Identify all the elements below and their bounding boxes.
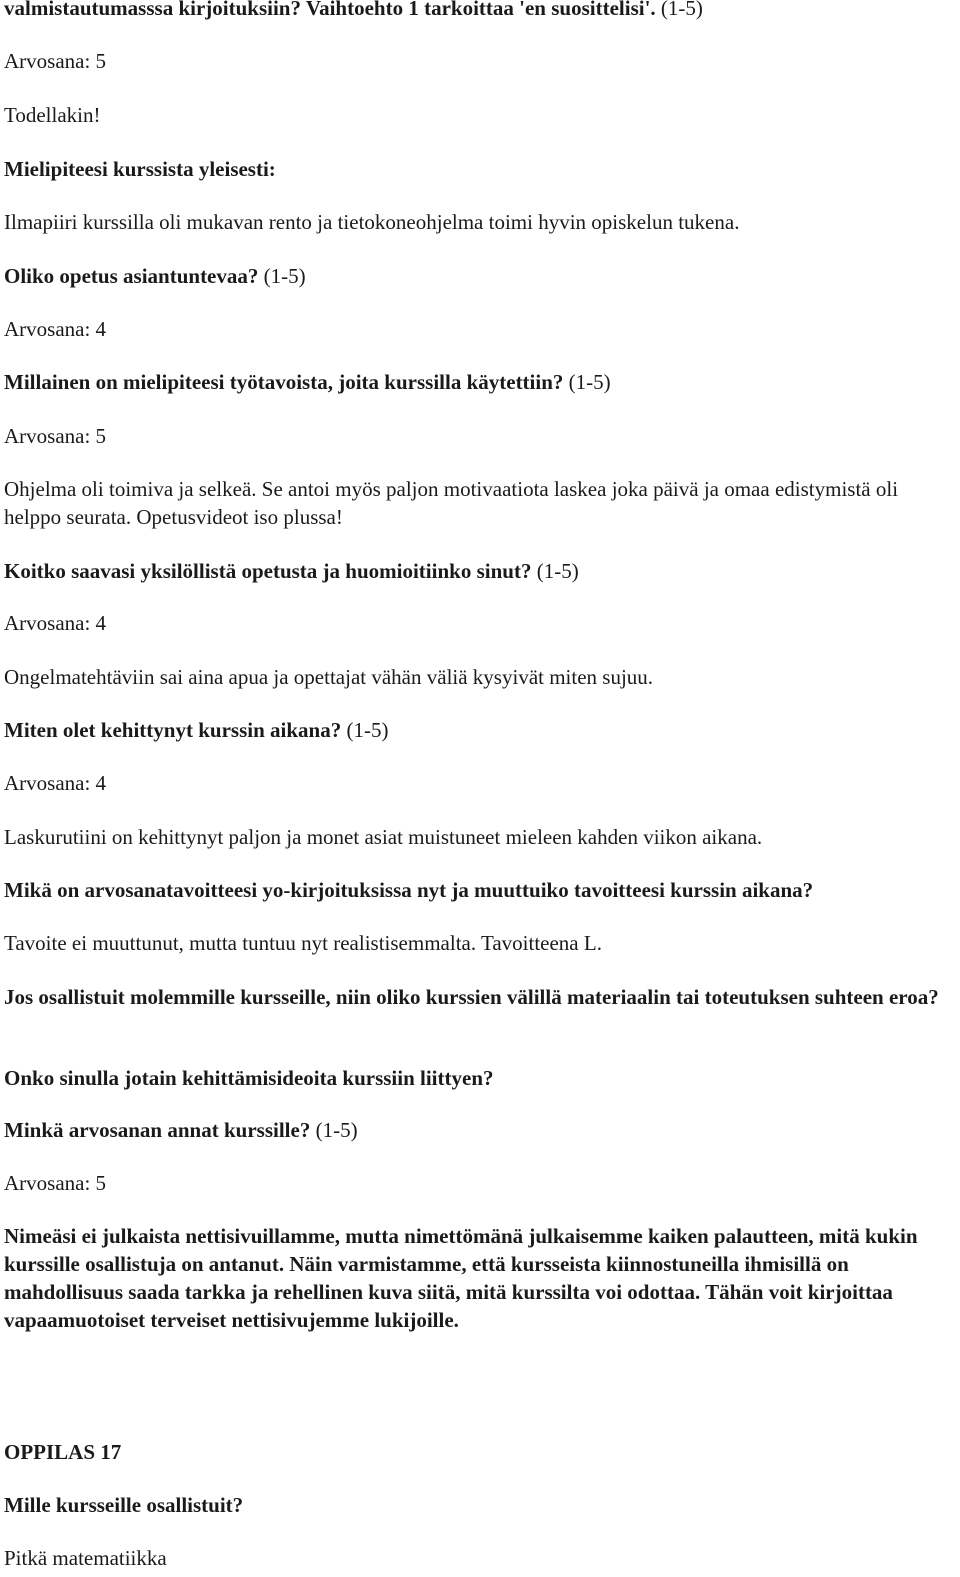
rating-value: Arvosana: 4 bbox=[4, 611, 107, 635]
question-courses-attended: Mille kursseille osallistuit? bbox=[4, 1493, 244, 1517]
answer-text: Laskurutiini on kehittynyt paljon ja monet asiat muistuneet mieleen kahden viikon aikana. bbox=[4, 825, 763, 849]
question-expertise: Oliko opetus asiantuntevaa? (1-5) bbox=[4, 264, 306, 288]
answer-text: Ohjelma oli toimiva ja selkeä. Se antoi myös paljon motivaatiota laskea joka päivä ja omaa edistymistä oli helppo seurata. Opetusvideot iso plussa! bbox=[4, 477, 899, 529]
rating-value: Arvosana: 5 bbox=[4, 424, 107, 448]
answer-text: Pitkä matematiikka bbox=[4, 1546, 167, 1570]
question-course-difference: Jos osallistuit molemmille kursseille, niin oliko kurssien välillä materiaalin tai toteutuksen suhteen eroa? bbox=[4, 985, 939, 1009]
rating-value: Arvosana: 4 bbox=[4, 771, 107, 795]
intro-question: valmistautumasssa kirjoituksiin? Vaihtoehto 1 tarkoittaa 'en suosittelisi'. (1-5) bbox=[4, 0, 703, 20]
question-general-opinion: Mielipiteesi kurssista yleisesti: bbox=[4, 157, 276, 181]
question-methods: Millainen on mielipiteesi työtavoista, joita kurssilla käytettiin? (1-5) bbox=[4, 370, 611, 394]
question-progress: Miten olet kehittynyt kurssin aikana? (1-5) bbox=[4, 718, 389, 742]
publication-notice: Nimeäsi ei julkaista nettisivuillamme, mutta nimettömänä julkaisemme kaiken palautteen, mitä kukin kurssille osallistuja on antanut. Näin varmistamme, että kursseista kiinnostuneilla ihmisillä on mahdollisuus saada tarkka ja rehellinen kuva siitä, mitä kurssilta voi odottaa. Tähän voit kirjoittaa vapaamuotoiset terveiset nettisivujemme lukijoille. bbox=[4, 1224, 918, 1332]
answer-text: Todellakin! bbox=[4, 103, 101, 127]
rating-value: Arvosana: 4 bbox=[4, 317, 107, 341]
answer-text: Ongelmatehtäviin sai aina apua ja opettajat vähän väliä kysyivät miten sujuu. bbox=[4, 665, 654, 689]
question-course-grade: Minkä arvosanan annat kurssille? (1-5) bbox=[4, 1118, 358, 1142]
student-heading: OPPILAS 17 bbox=[4, 1440, 122, 1464]
question-goal: Mikä on arvosanatavoitteesi yo-kirjoituksissa nyt ja muuttuiko tavoitteesi kurssin aikana? bbox=[4, 878, 814, 902]
answer-text: Ilmapiiri kurssilla oli mukavan rento ja tietokoneohjelma toimi hyvin opiskelun tukena. bbox=[4, 210, 740, 234]
answer-text: Tavoite ei muuttunut, mutta tuntuu nyt realistisemmalta. Tavoitteena L. bbox=[4, 931, 602, 955]
rating-value: Arvosana: 5 bbox=[4, 49, 107, 73]
question-individual: Koitko saavasi yksilöllistä opetusta ja huomioitiinko sinut? (1-5) bbox=[4, 559, 579, 583]
question-improvement-ideas: Onko sinulla jotain kehittämisideoita kurssiin liittyen? bbox=[4, 1066, 494, 1090]
rating-value: Arvosana: 5 bbox=[4, 1171, 107, 1195]
